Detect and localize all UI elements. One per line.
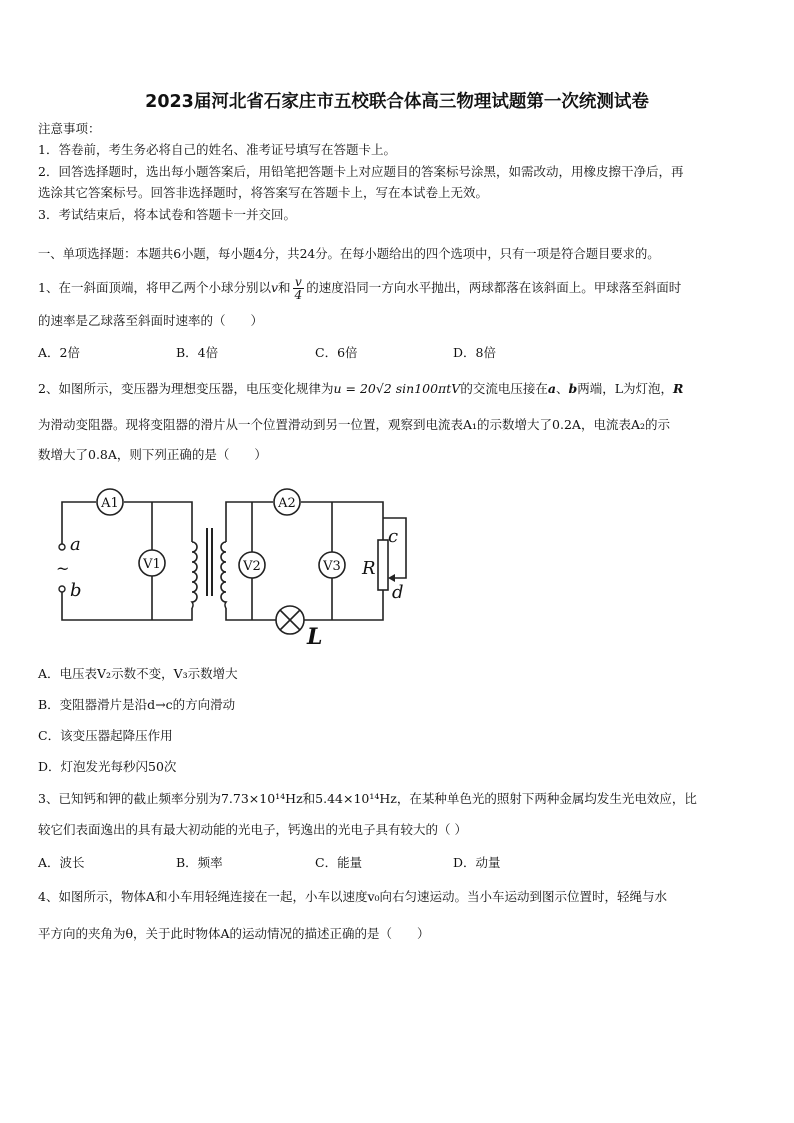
voltmeter-v1-label: V1 [143, 557, 161, 572]
terminal-a [59, 544, 65, 550]
question-2-line-2: 为滑动变阻器。现将变阻器的滑片从一个位置滑动到另一位置，观察到电流表A₁的示数增大了0.2A，电流表A₂的示 [38, 417, 670, 432]
voltmeter-v3-label: V3 [323, 559, 341, 574]
q2-option-a: A．电压表V₂示数不变，V₃示数增大 [38, 666, 238, 681]
q2-option-b: B．变阻器滑片是沿d→c的方向滑动 [38, 697, 236, 712]
question-1-line-2: 的速率是乙球落至斜面时速率的（ ） [38, 313, 264, 328]
notice-item: 2．回答选择题时，选出每小题答案后，用铅笔把答题卡上对应题目的答案标号涂黑，如需改动，用橡皮擦干净后，再 [38, 164, 684, 179]
voltage-formula: u = 20√2 sin100πtV [333, 381, 461, 396]
question-4-line-1: 4、如图所示，物体A和小车用轻绳连接在一起，小车以速度v₀向右匀速运动。当小车运动到图示位置时，轻绳与水 [38, 889, 668, 904]
ammeter-a2-label: A2 [278, 496, 296, 511]
voltmeter-v2-label: V2 [243, 559, 261, 574]
question-3-line-2: 较它们表面逸出的具有最大初动能的光电子，钙逸出的光电子具有较大的（ ） [38, 822, 467, 837]
notice-item: 1．答卷前，考生务必将自己的姓名、准考证号填写在答题卡上。 [38, 142, 396, 157]
notice-heading: 注意事项： [38, 121, 101, 136]
q3-option-c: C．能量 [315, 855, 363, 870]
label-c: c [388, 526, 399, 547]
question-2-line-3: 数增大了0.8A，则下列正确的是（ ） [38, 447, 267, 462]
page-title: 2023届河北省石家庄市五校联合体高三物理试题第一次统测试卷 [145, 92, 649, 112]
question-1-line-1: 1、在一斜面顶端，将甲乙两个小球分别以v和 $\frac{v}{4}$ 的速度沿同一方向水平抛出，两球都落在该斜面上。甲球落至斜面时 [38, 275, 682, 302]
q3-option-d: D．动量 [453, 855, 501, 870]
question-4-line-2: 平方向的夹角为θ，关于此时物体A的运动情况的描述正确的是（ ） [38, 926, 430, 941]
question-2-line-1: 2、如图所示，变压器为理想变压器，电压变化规律为u = 20√2 sin100πtV的交流电压接在a、b两端，L为灯泡，R [38, 381, 684, 396]
notice-item: 3．考试结束后，将本试卷和答题卡一并交回。 [38, 207, 296, 222]
label-d: d [392, 582, 404, 603]
q3-option-a: A．波长 [38, 855, 85, 870]
q1-option-c: C．6倍 [315, 345, 358, 360]
label-tilde: ~ [56, 559, 70, 578]
question-3-line-1: 3、已知钙和钾的截止频率分别为7.73×10¹⁴Hz和5.44×10¹⁴Hz，在某种单色光的照射下两种金属均发生光电效应，比 [38, 791, 697, 806]
q2-option-d: D．灯泡发光每秒闪50次 [38, 759, 177, 774]
q2-option-c: C．该变压器起降压作用 [38, 728, 173, 743]
notice-item: 选涂其它答案标号。回答非选择题时，将答案写在答题卡上，写在本试卷上无效。 [38, 185, 489, 200]
q1-option-d: D．8倍 [453, 345, 496, 360]
fraction-v-over-4: $\frac{v}{4}$ [294, 275, 303, 302]
label-b: b [70, 580, 82, 601]
circuit-diagram [40, 480, 440, 652]
label-r: R [362, 558, 376, 579]
q1-option-a: A．2倍 [38, 345, 80, 360]
q1-option-b: B．4倍 [176, 345, 219, 360]
q3-option-b: B．频率 [176, 855, 223, 870]
label-l: L [307, 624, 323, 650]
section-heading: 一、单项选择题：本题共6小题，每小题4分，共24分。在每小题给出的四个选项中，只有一项是符合题目要求的。 [38, 247, 660, 261]
rheostat-r [378, 540, 388, 590]
terminal-b [59, 586, 65, 592]
ammeter-a1-label: A1 [101, 496, 119, 511]
label-a: a [70, 534, 81, 555]
